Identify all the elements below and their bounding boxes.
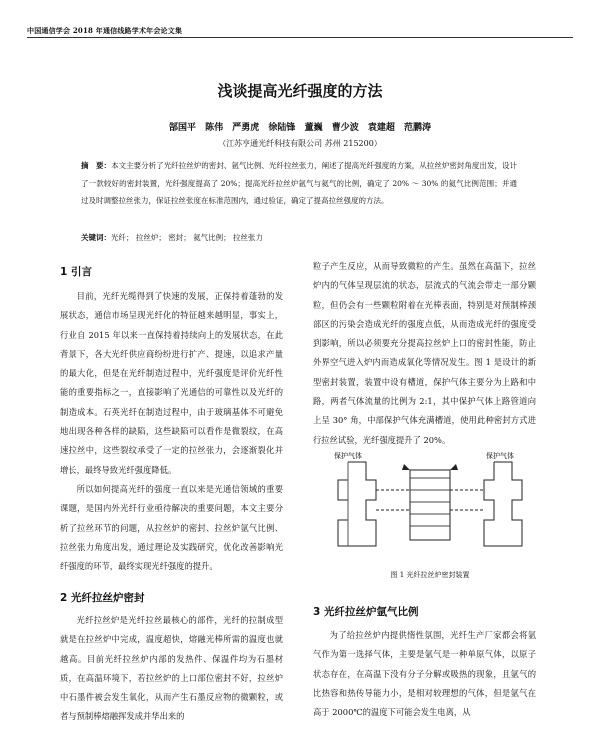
gas-channels: [376, 490, 484, 510]
abstract-label: 摘 要：: [81, 161, 112, 170]
label-left: 保护气体: [334, 452, 362, 460]
journal-header: 中国通信学会 2018 年通信线路学术年会论文集: [27, 26, 183, 35]
section-3-heading: 3 光纤拉丝炉氩气比例: [313, 606, 419, 618]
section-1-body: [60, 287, 283, 576]
arrow-icon: [402, 464, 410, 470]
abstract-text: 本文主要分析了光纤拉丝炉的密封、氩气比例、光纤拉丝张力，阐述了提高光纤强度的方案，从拉丝炉密封角度出发，设计了一款较好的密封装置，光纤强度提高了 20%；提高光纤拉丝炉氩气与氦气的比例，确定了 20% ～ 30% 的氦气比例范围；并通过及时调整拉丝张力，保证拉丝张度在标准范围内，通过验证，确定了提高拉丝强度的方法。: [81, 161, 518, 205]
paper-title: 浅谈提高光纤强度的方法: [217, 82, 383, 100]
keywords: [81, 232, 517, 243]
seal-block-left: [338, 462, 376, 546]
seal-block-right: [484, 462, 522, 546]
label-right: 保护气体: [486, 452, 514, 460]
preform-channel: [410, 470, 450, 540]
section-2-body: [60, 611, 283, 727]
keywords-label: 关键词：: [81, 233, 111, 242]
paragraph: 所以如何提高光纤的强度一直以来是光通信领域的重要课题，是国内外光纤行业亟待解决的重要问题，本文主要分析了拉丝环节的问题，从拉丝炉的密封、拉丝炉氩气比例、拉丝张力角度出发，通过理论及实践研究，优化改善影响光纤强度的环节，最终实现光纤强度的提升。: [60, 483, 283, 572]
section-2-continued: [313, 257, 536, 450]
arrow-icon: [450, 464, 458, 470]
abstract: [81, 157, 517, 210]
paragraph: 为了给拉丝炉内提供惰性氛围，光纤生产厂家都会将氩气作为第一选择气体，主要是氩气是一种单原气体，以原子状态存在，在高温下没有分子分解或吸热的现象，且氩气的比热容和热传导能力小，是相对较理想的气体，但是氩气在高于 2000℃的温度下可能会发生电离，从: [313, 630, 536, 718]
keywords-text: 光纤； 拉丝炉； 密封； 氦气比例； 拉丝张力: [111, 233, 264, 242]
figure-1-caption: 图 1 光纤拉丝炉密封装置: [390, 571, 470, 579]
paragraph: 粒子产生反应，从而导致微粒的产生。虽然在高温下，拉丝炉内的气体呈现层流的状态，层流式的气流会带走一部分颗粒，但仍会有一些颗粒附着在光棒表面，特别是对预制棒颈部区的污染会造成光纤的强度点低，从而造成光纤的强度受到影响，所以必须要充分提高拉丝炉上口的密封性能，防止外界空气进入炉内而造成氧化等情况发生。图 1 是设计的新型密封装置，装置中设有槽道，保护气体主要分为上路和中路，两者气体流量的比例为 2:1，其中保护气体上路管道向上呈 30° 角，中部保护气体充满槽道，使用此种密封方式进行拉丝试验，光纤强度提升了 20%。: [313, 261, 536, 445]
paragraph: 目前，光纤光缆得到了快速的发展，正保持着蓬勃的发展状态，通信市场呈现光纤化的特征越来越明显，事实上，行业自 2015 年以来一直保持着持续向上的发展状态，在此背景下，各大光纤供应商纷纷进行扩产、提速，以追求产量的最大化，但是在光纤制造过程中，光纤强度是评价光纤性能的重要指标之一，直接影响了光通信的可靠性以及光纤的制造成本。石英光纤在制造过程中，由于玻璃基体不可避免地出现各种各样的缺陷，这些缺陷可以看作是微裂纹，在高速拉丝中，这些裂纹承受了一定的拉丝张力，会逐渐裂化并增长，最终导致光纤强度降低。: [60, 291, 283, 475]
header-rule: [27, 37, 573, 38]
hatch-lines: [410, 478, 450, 526]
section-2-heading: 2 光纤拉丝炉密封: [60, 592, 145, 604]
section-3-body: [313, 626, 536, 722]
author-list: 郜国平 陈伟 严勇虎 徐陆锋 董巍 曹少波 袁建超 范鹏涛: [169, 123, 431, 133]
affiliation: （江苏亨通光纤科技有限公司 苏州 215200）: [218, 139, 382, 148]
section-1-heading: 1 引言: [60, 266, 92, 278]
figure-1-diagram: [318, 450, 542, 570]
paragraph: 光纤拉丝炉是光纤拉丝最核心的部件，光纤的拉制成型就是在拉丝炉中完成，温度超快，熔融光棒所需的温度也就越高。目前光纤拉丝炉内部的发热件、保温件均为石墨材质，在高温环境下，若拉丝炉的上口部位密封不好，拉丝炉中石墨件被会发生氧化，从而产生石墨反应物的微颗粒，或者与预制棒熔融挥发成并华出来的: [60, 615, 283, 722]
